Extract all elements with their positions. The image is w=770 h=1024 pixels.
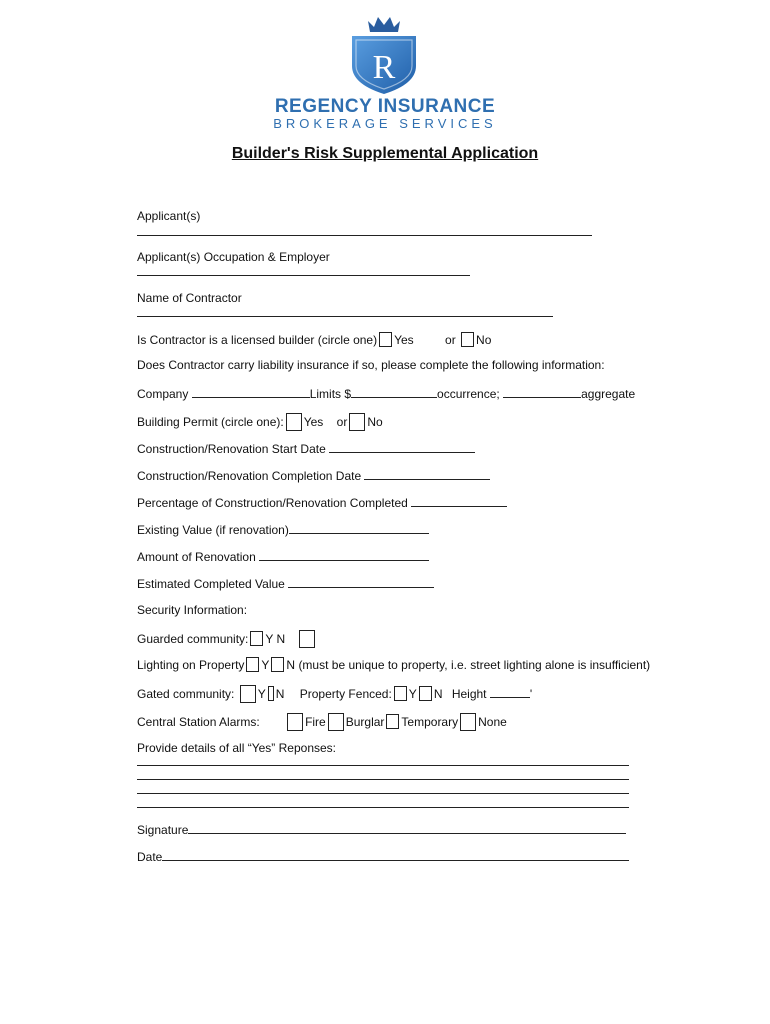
lighting-n-checkbox[interactable] [271, 657, 284, 672]
completion-date-row [137, 468, 490, 484]
date-label: Date [137, 850, 163, 864]
aggregate-label: aggregate [581, 387, 636, 401]
permit-label: Building Permit (circle one): [137, 415, 284, 429]
details-line-2[interactable] [137, 779, 629, 780]
percentage-field[interactable] [411, 495, 507, 507]
lighting-note: (must be unique to property, i.e. street lighting alone is insufficient) [298, 658, 651, 672]
regency-shield-logo-icon [338, 14, 430, 96]
alarms-label: Central Station Alarms: [137, 715, 260, 729]
signature-row [137, 822, 626, 838]
liability-text: Does Contractor carry liability insurance if so, please complete the following information: [137, 358, 605, 372]
brand-subtitle: BROKERAGE SERVICES [273, 116, 497, 131]
gated-n-checkbox[interactable] [268, 686, 274, 701]
fenced-y-label: Y [408, 687, 417, 701]
lighting-n-label: N [286, 658, 296, 672]
fenced-n-label: N [433, 687, 443, 701]
security-label: Security Information: [137, 603, 248, 617]
existing-value-label: Existing Value (if renovation) [137, 523, 289, 537]
renovation-amount-label: Amount of Renovation [137, 550, 256, 564]
signature-field[interactable] [188, 822, 626, 834]
estimated-value-label: Estimated Completed Value [137, 577, 285, 591]
estimated-value-field[interactable] [288, 576, 434, 588]
lighting-label: Lighting on Property [137, 658, 245, 672]
alarm-none-checkbox[interactable] [460, 713, 476, 731]
lighting-row [137, 657, 650, 673]
contractor-field[interactable] [137, 316, 553, 317]
start-date-field[interactable] [329, 441, 475, 453]
licensed-yes-label: Yes [394, 333, 414, 347]
signature-label: Signature [137, 823, 189, 837]
percentage-row [137, 495, 507, 511]
guarded-row [137, 630, 317, 648]
guarded-y-label: Y [265, 632, 274, 646]
page-title: Builder's Risk Supplemental Application [231, 145, 539, 162]
permit-no-label: No [367, 415, 383, 429]
permit-or-label: or [336, 415, 348, 429]
occurrence-label: occurrence; [437, 387, 500, 401]
guarded-y-checkbox[interactable] [250, 631, 263, 646]
fenced-n-checkbox[interactable] [419, 686, 432, 701]
gated-label: Gated community: [137, 687, 235, 701]
guarded-n-label: N [276, 632, 286, 646]
details-line-1[interactable] [137, 765, 629, 766]
alarms-row [137, 713, 507, 731]
height-field[interactable] [490, 686, 530, 698]
licensed-or-label: or [445, 333, 456, 347]
company-field[interactable] [192, 386, 310, 398]
applicants-label: Applicant(s) [137, 209, 201, 223]
date-row [137, 849, 629, 865]
aggregate-limit-field[interactable] [503, 386, 581, 398]
alarm-temporary-label: Temporary [401, 715, 459, 729]
logo-letter: R [372, 49, 396, 86]
height-label: Height [451, 687, 487, 701]
renovation-amount-row [137, 549, 429, 565]
renovation-amount-field[interactable] [259, 549, 429, 561]
lighting-y-label: Y [261, 658, 270, 672]
alarm-fire-checkbox[interactable] [287, 713, 303, 731]
lighting-y-checkbox[interactable] [246, 657, 259, 672]
gated-n-label: N [275, 687, 285, 701]
contractor-label: Name of Contractor [137, 291, 242, 305]
permit-row [137, 413, 383, 431]
percentage-label: Percentage of Construction/Renovation Completed [137, 496, 408, 510]
brand-name: REGENCY INSURANCE [274, 96, 496, 117]
occurrence-limit-field[interactable] [351, 386, 437, 398]
occupation-field[interactable] [137, 275, 470, 276]
gated-y-label: Y [257, 687, 266, 701]
alarm-fire-label: Fire [305, 715, 326, 729]
permit-yes-label: Yes [303, 415, 324, 429]
start-date-row [137, 441, 475, 457]
existing-value-field[interactable] [289, 522, 429, 534]
alarm-temporary-checkbox[interactable] [386, 714, 399, 729]
alarm-burglar-checkbox[interactable] [328, 713, 344, 731]
occupation-label: Applicant(s) Occupation & Employer [137, 250, 330, 264]
licensed-builder-row [137, 332, 491, 348]
company-label: Company [137, 387, 189, 401]
existing-value-row [137, 522, 429, 538]
completion-date-field[interactable] [364, 468, 490, 480]
details-line-3[interactable] [137, 793, 629, 794]
height-feet-mark: ' [529, 687, 533, 701]
details-label: Provide details of all “Yes” Reponses: [137, 741, 336, 755]
alarm-burglar-label: Burglar [345, 715, 385, 729]
gated-y-checkbox[interactable] [240, 685, 256, 703]
applicants-field[interactable] [137, 235, 592, 236]
permit-yes-checkbox[interactable] [286, 413, 302, 431]
licensed-no-checkbox[interactable] [461, 332, 474, 347]
date-field[interactable] [162, 849, 629, 861]
gated-row [137, 685, 532, 703]
limits-label: Limits $ [309, 387, 352, 401]
fenced-y-checkbox[interactable] [394, 686, 407, 701]
guarded-n-checkbox[interactable] [299, 630, 315, 648]
company-row [137, 386, 635, 402]
alarm-none-label: None [478, 715, 507, 729]
licensed-label: Is Contractor is a licensed builder (circle one) [137, 333, 378, 347]
licensed-yes-checkbox[interactable] [379, 332, 392, 347]
guarded-label: Guarded community: [137, 632, 249, 646]
estimated-value-row [137, 576, 434, 592]
fenced-label: Property Fenced: [299, 687, 392, 701]
start-date-label: Construction/Renovation Start Date [137, 442, 326, 456]
details-line-4[interactable] [137, 807, 629, 808]
licensed-no-label: No [476, 333, 492, 347]
permit-no-checkbox[interactable] [349, 413, 365, 431]
completion-date-label: Construction/Renovation Completion Date [137, 469, 362, 483]
